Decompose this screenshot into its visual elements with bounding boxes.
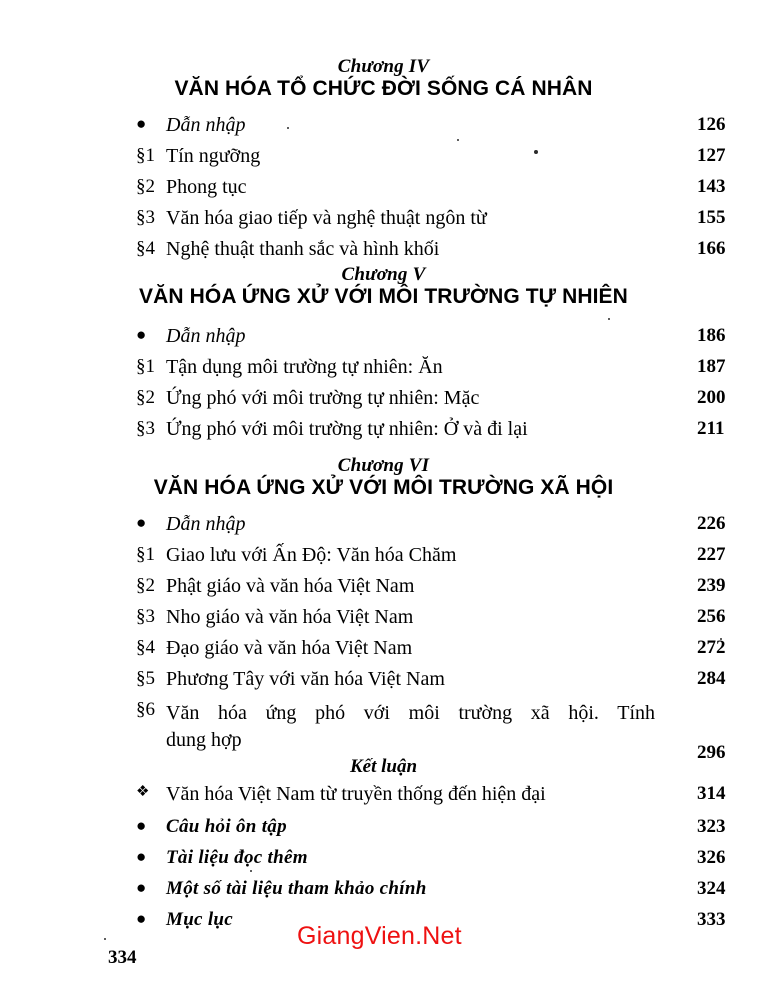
toc-entry[interactable] [110,388,767,419]
toc-entry-page: 239 [697,575,726,596]
toc-entry-label: Nho giáo và văn hóa Việt Nam [166,606,414,628]
toc-entry[interactable] [110,514,767,545]
toc-entry-label: Dẫn nhập [166,114,246,136]
toc-entry-page: 200 [697,387,726,408]
toc-entry-page: 143 [697,176,726,197]
toc-entry-page: 323 [697,816,726,837]
toc-entry-page: 126 [697,114,726,135]
toc-entry-label: Dẫn nhập [166,325,246,347]
toc-entry-label: Tài liệu đọc thêm [166,847,308,868]
section-marker: §3 [136,606,155,627]
toc-entry[interactable] [110,784,767,817]
bullet-icon: ● [136,325,147,344]
toc-entry-page: 166 [697,238,726,259]
bullet-icon: ● [136,878,147,897]
section-marker: §1 [136,544,155,565]
scan-speck [104,938,106,940]
toc-entry[interactable] [110,879,767,910]
section-marker: §1 [136,145,155,166]
toc-entry-page: 314 [697,783,726,804]
toc-entry[interactable] [110,177,767,208]
toc-entry-label: Văn hóa giao tiếp và nghệ thuật ngôn từ [166,207,487,229]
bullet-icon: ● [136,816,147,835]
toc-entry-label: Câu hỏi ôn tập [166,816,287,837]
bullet-icon: ● [136,114,147,133]
chapter-label: Chương VI [337,455,430,476]
chapter-title: VĂN HÓA TỔ CHỨC ĐỜI SỐNG CÁ NHÂN [174,77,593,101]
page-number: 334 [108,947,137,968]
section-marker: §3 [136,418,155,439]
toc-entry-page: 226 [697,513,726,534]
toc-entry-label: Phương Tây với văn hóa Việt Nam [166,668,445,690]
toc-entry[interactable] [110,419,767,450]
chapter-title: VĂN HÓA ỨNG XỬ VỚI MÔI TRƯỜNG XÃ HỘI [153,476,614,500]
toc-entry[interactable] [110,545,767,576]
toc-entry-page: 324 [697,878,726,899]
toc-entry-label: Giao lưu với Ấn Độ: Văn hóa Chăm [166,544,457,566]
toc-entry-page: 187 [697,356,726,377]
chapter-heading-4 [0,56,767,101]
toc-entry-label [166,700,697,754]
toc-entry-page: 256 [697,606,726,627]
toc-entries-conclusion [110,784,767,941]
toc-entries-chapter-4 [110,115,767,270]
toc-entry-page: 284 [697,668,726,689]
toc-entries-chapter-5 [110,326,767,450]
toc-entry-page: 333 [697,909,726,930]
chapter-label: Chương V [341,264,426,285]
section-marker: §6 [136,699,155,720]
toc-entry[interactable] [110,115,767,146]
toc-entry-label: Tận dụng môi trường tự nhiên: Ăn [166,356,443,378]
section-marker: §2 [136,575,155,596]
toc-entry[interactable] [110,326,767,357]
section-marker: §2 [136,176,155,197]
conclusion-heading: Kết luận [349,756,418,777]
section-marker: §4 [136,637,155,658]
toc-entry-label: Dẫn nhập [166,513,246,535]
toc-entry[interactable] [110,848,767,879]
chapter-title: VĂN HÓA ỨNG XỬ VỚI MÔI TRƯỜNG TỰ NHIÊN [139,285,628,309]
toc-entry-page: 326 [697,847,726,868]
toc-entry-page: 211 [697,418,725,439]
toc-entry-label: Ứng phó với môi trường tự nhiên: Mặc [166,387,480,409]
section-marker: §3 [136,207,155,228]
toc-entry-label: Ứng phó với môi trường tự nhiên: Ở và đi lại [166,418,528,440]
toc-entry-label: Tín ngưỡng [166,145,261,167]
toc-entry[interactable] [110,576,767,607]
bullet-icon: ● [136,909,147,928]
toc-entry-page: 227 [697,544,726,565]
scan-speck [608,318,610,320]
section-marker: §2 [136,387,155,408]
toc-entry-label: Văn hóa Việt Nam từ truyền thống đến hiện đại [166,783,546,805]
toc-entry-page: 155 [697,207,726,228]
toc-entry-page: 272 [697,637,726,658]
toc-entry[interactable] [110,638,767,669]
floret-icon: ❖ [136,784,150,800]
toc-entry[interactable] [110,357,767,388]
toc-entry-page: 296 [697,742,726,763]
toc-entry[interactable] [110,669,767,700]
toc-entry[interactable] [110,607,767,638]
toc-entry-label: Một số tài liệu tham khảo chính [166,878,427,899]
bullet-icon: ● [136,847,147,866]
toc-entry-label: Phật giáo và văn hóa Việt Nam [166,575,415,597]
toc-entry-page: 127 [697,145,726,166]
toc-entry[interactable] [110,146,767,177]
toc-entry[interactable] [110,208,767,239]
toc-entries-chapter-6 [110,514,767,762]
bullet-icon: ● [136,513,147,532]
toc-entry-page: 186 [697,325,726,346]
chapter-label: Chương IV [337,56,430,77]
section-marker: §4 [136,238,155,259]
section-marker: §5 [136,668,155,689]
toc-entry-label-line2: dung hợp [166,729,242,751]
section-marker: §1 [136,356,155,377]
toc-entry[interactable] [110,700,767,762]
watermark: GiangVien.Net [297,922,462,950]
toc-entry[interactable] [110,817,767,848]
toc-entry-label: Phong tục [166,176,247,198]
toc-entry-label: Đạo giáo và văn hóa Việt Nam [166,637,413,659]
toc-entry-label: Nghệ thuật thanh sắc và hình khối [166,238,440,260]
toc-entry-label-line1: Văn hóa ứng phó với môi trường xã hội. Tính [166,702,655,724]
toc-entry-label: Mục lục [166,909,234,930]
chapter-heading-5 [0,264,767,309]
chapter-heading-6 [0,455,767,500]
